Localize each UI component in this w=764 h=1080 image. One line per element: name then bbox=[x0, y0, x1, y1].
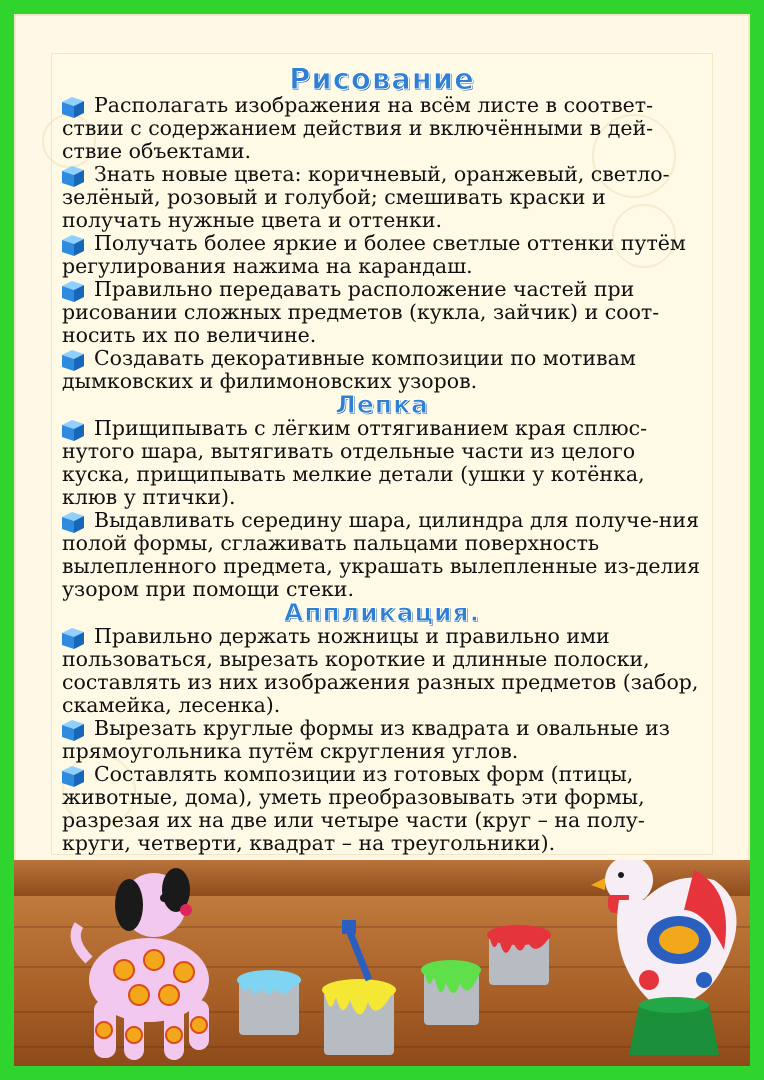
cube-bullet-icon bbox=[60, 234, 86, 257]
list-item bbox=[62, 625, 702, 717]
list-item bbox=[62, 232, 702, 278]
cube-bullet-icon bbox=[60, 349, 86, 372]
item-text: Располагать изображения на всём листе в соответ-ствии с содержанием действия и включёнными в дей-ствие объектами. bbox=[62, 93, 654, 163]
item-text: Выдавливать середину шара, цилиндра для получе-ния полой формы, сглаживать пальцами поверхность вылепленного предмета, украшать вылепленные из-делия узором при помощи стеки. bbox=[62, 508, 701, 601]
item-text: Правильно держать ножницы и правильно ими пользоваться, вырезать короткие и длинные полоски, составлять из них изображения разных предметов (забор, скамейка, лесенка). bbox=[62, 624, 699, 717]
cube-bullet-icon bbox=[60, 627, 86, 650]
list-item bbox=[62, 717, 702, 763]
list-item bbox=[62, 417, 702, 509]
cube-bullet-icon bbox=[60, 280, 86, 303]
item-text: Прищипывать с лёгким оттягиванием края сплюс-нутого шара, вытягивать отдельные части из целого куска, прищипывать мелкие детали (ушки у котёнка, клюв у птички). bbox=[62, 416, 648, 509]
list-item bbox=[62, 347, 702, 393]
item-text: Составлять композиции из готовых форм (птицы, животные, дома), уметь преобразовывать эти формы, разрезая их на две или четыре части (круг – на полу-круги, четверти, квадрат – на треугольники). bbox=[62, 762, 645, 855]
list-item bbox=[62, 763, 702, 855]
table-scene bbox=[14, 860, 750, 1066]
section-heading-lepka: Лепка bbox=[335, 390, 429, 419]
item-text: Получать более яркие и более светлые оттенки путём регулирования нажима на карандаш. bbox=[62, 231, 686, 278]
list-item bbox=[62, 163, 702, 232]
list-item bbox=[62, 94, 702, 163]
list-item bbox=[62, 278, 702, 347]
dymkovo-rooster-icon bbox=[579, 860, 749, 1066]
dymkovo-dog-icon bbox=[54, 860, 224, 1066]
paint-cans-icon bbox=[219, 920, 559, 1066]
list-item bbox=[62, 509, 702, 601]
cube-bullet-icon bbox=[60, 719, 86, 742]
item-text: Вырезать круглые формы из квадрата и овальные из прямоугольника путём скругления углов. bbox=[62, 716, 670, 763]
cube-bullet-icon bbox=[60, 96, 86, 119]
cube-bullet-icon bbox=[60, 165, 86, 188]
item-text: Знать новые цвета: коричневый, оранжевый, светло-зелёный, розовый и голубой; смешивать краски и получать нужные цвета и оттенки. bbox=[62, 162, 670, 232]
content bbox=[62, 64, 702, 855]
cube-bullet-icon bbox=[60, 765, 86, 788]
item-text: Правильно передавать расположение частей при рисовании сложных предметов (кукла, зайчик) и соот-носить их по величине. bbox=[62, 277, 660, 347]
section-heading-risovanie: Рисование bbox=[289, 62, 475, 96]
cube-bullet-icon bbox=[60, 511, 86, 534]
item-text: Создавать декоративные композиции по мотивам дымковских и филимоновских узоров. bbox=[62, 346, 636, 393]
cube-bullet-icon bbox=[60, 419, 86, 442]
section-heading-applikaciya: Аппликация. bbox=[283, 598, 481, 627]
